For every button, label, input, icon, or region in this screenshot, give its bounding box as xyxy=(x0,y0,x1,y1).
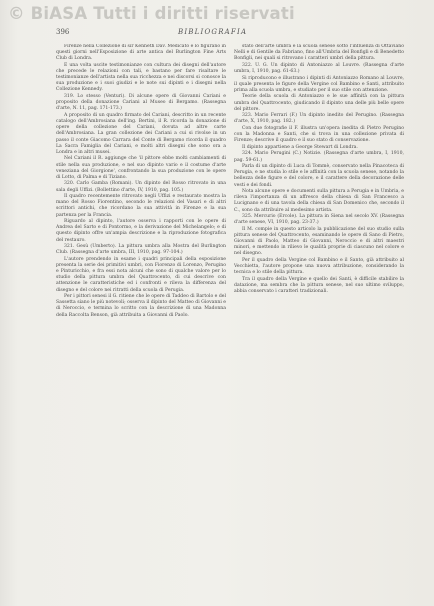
paragraph: Parla di un dipinto di Luca di Tommè, conservato nella Pinacoteca di Perugia, e ne studia lo stile e le affinità con la scuola senese, notando la bellezza delle figure e del colore, e il carattere della decorazione delle vesti e dei fondi. xyxy=(234,164,404,188)
page-number: 396 xyxy=(56,28,70,36)
paragraph: Per il quadro della Vergine col Bambino e il Santo, già attribuito al Vecchietta, l'autore propone una nuova attribuzione, considerando la tecnica e lo stile della pittura. xyxy=(234,258,404,276)
paragraph: 320. Carlo Gamba (Romani). Un dipinto del Rosso ritrovato in una sala degli Uffizi. (Bollettino d'arte, IV, 1910, pag. 105.) xyxy=(56,181,226,193)
paragraph: Firenze nella Collezione di sir Kenneth Dav. Medicato e lo figurano in questi giorni nell'Esposizione di arte antica del Burlington Fine Arts Club di Londra. xyxy=(56,44,226,62)
paragraph: 321. Gesù (Umberto). La pittura umbra alla Mostra del Burlington Club. (Rassegna d'arte umbra, III, 1910, pag. 97-104.) xyxy=(56,244,226,256)
right-column xyxy=(234,44,404,594)
copyright-watermark: © BiASA Tutti i diritti riservati xyxy=(8,4,295,23)
paragraph: 323. Mario Ferrari (F.) Un dipinto inedito del Perugino. (Rassegna d'arte, X, 1910, pag. 182.) xyxy=(234,113,404,125)
paragraph: Riguardo al dipinto, l'autore osserva i rapporti con le opere di Andrea del Sarto e di Pontormo, e la derivazione del Michelangelo; e di questo dipinto offre un'ampia descrizione e la riproduzione fotografica del restauro. xyxy=(56,219,226,243)
paragraph: A proposito di un quadro firmato del Cariani, descritto in un recente catalogo dell'Ambrosiana dell'ing. Bertini, il R. ricorda la donazione di opere della collezione del Cariani, dovuta ad altre carte dell'Ambrosiana. La gran collezione dei Cariani a cui si rivolse in un passo il conte Giacomo Carrara del Conte di Bergamo ricorda il quadro La Sacra Famiglia del Cariani, e molti altri disegni che sono ora a Londra e in altri musei. xyxy=(56,112,226,155)
left-column xyxy=(56,44,226,594)
paragraph: 324. Mario Perugini (C.) Notizie. (Rassegna d'arte umbra, I, 1910, pag. 59-61.) xyxy=(234,151,404,163)
paragraph: Il M. compie in questo articolo la pubblicazione del suo studio sulla pittura senese del Quattrocento, esaminando le opere di Sano di Pietro, Giovanni di Paolo, Matteo di Giovanni, Neroccio e di altri maestri minori, e mettendo in rilievo le qualità proprie di ciascuno nel colore e nel disegno. xyxy=(234,226,404,257)
paragraph: stato dell'arte umbra e la scuola senese sotto l'influenza di Ottaviano Nelli e di Gentile da Fabriano, fino all'Umbria del Bonfigli e di Benedetto Bonfigli, nei quali si ritrovano i caratteri umbri della pittura. xyxy=(234,44,404,62)
paragraph: 325. Mercurio (Ercole). La pittura in Siena nel secolo XV. (Rassegna d'arte senese, VI, 1910, pag. 23-37.) xyxy=(234,214,404,226)
paragraph: Teorie della scuola di Antoniazzo e le sue affinità con la pittura umbra del Quattrocento, giudicando il dipinto una delle più belle opere del pittore. xyxy=(234,94,404,112)
paragraph: Il quadro recentemente ritrovato negli Uffizi e restaurato mostra la mano del Rosso Fiorentino, secondo le relazioni del Vasari e di altri scrittori antichi, che ricordano la sua attività in Firenze e la sua partenza per la Francia. xyxy=(56,194,226,218)
paragraph: Il dipinto appartiene a George Stewart di Londra. xyxy=(242,144,358,150)
paragraph: 322. U. G. Un dipinto di Antoniazzo al Louvre. (Rassegna d'arte umbra, I, 1910, pag. 61-63.) xyxy=(234,62,404,75)
paragraph: Si riproducono e illustrano i dipinti di Antoniazzo Romano al Louvre, il quale presenta le figure della Vergine col Bambino e Santi, attribuito prima alla scuola umbra, e studiato per il suo stile con attenzione. xyxy=(234,75,404,93)
paragraph: Con due fotografie il F. illustra un'opera inedita di Pietro Perugino con la Madonna e Santi, che si trova in una collezione privata di Firenze; descrive il quadro e il suo stato di conservazione. xyxy=(234,125,404,144)
paragraph: L'autore prendendo in esame i quadri principali della esposizione presenta la serie dei primitivi umbri, con Fiorenzo di Lorenzo, Perugino e Pinturicchio, e fra essi nota alcuni che sono di qualche valore per lo studio della pittura umbra del Quattrocento, di cui descrive con attenzione le caratteristiche ed i confronti e rileva la differenza del disegno e del colore nei ritratti della scuola di Perugia. xyxy=(56,256,226,293)
paragraph: Per i pittori senesi il G. ritiene che le opere di Taddeo di Bartolo e del Sassetta siano le più notevoli; osserva il dipinto del Matteo di Giovanni e di Neroccio, e termina lo scritto con la descrizione di una Madonna della Raccolta Benson, già attribuita a Giovanni di Paolo. xyxy=(56,294,226,318)
page-header xyxy=(56,28,388,40)
paragraph: Nel Cariani il R. aggiunge che 'il pittore ebbe molti cambiamenti di stile nella sua produzione, e nel suo dipinto vario e il costume d'arte veneziana del Giorgione', confrontando la sua produzione con le opere di Lotto, di Palma e di Tiziano. xyxy=(56,156,226,180)
section-title: BIBLIOGRAFIA xyxy=(178,28,248,36)
paragraph: Tra il quadro della Vergine e quello dei Santi, è difficile stabilire la datazione, ma sembra che la pittura senese, nel suo ultimo sviluppo, abbia conservato i caratteri tradizionali. xyxy=(234,276,404,295)
paragraph: 319. Lo stesso (Venturi). Di alcune opere di Giovanni Cariani e proposito della donazione Cariani al Museo di Bergamo. (Rassegna d'arte, N. 11, pag. 171-173.) xyxy=(56,94,226,112)
paragraph: E una volta uscite testimonianze con cultura dei disegni dell'autore che precede le relazioni con tali, e bastano per fare risaltare le testimonianze dell'artista nella sua ricchezza e nei discorsi si conosce la sua produzione e i suoi giudizi e le note sui dipinti e i disegni nella Collezione Kennedy. xyxy=(56,62,226,93)
paragraph: Nota alcune opere e documenti sulla pittura a Perugia e in Umbria, e rileva l'importanza di un affresco della chiesa di San Francesco a Lucignano e di una tavola della chiesa di San Domenico che, secondo il C., sono da attribuire al medesimo artista. xyxy=(234,189,404,213)
